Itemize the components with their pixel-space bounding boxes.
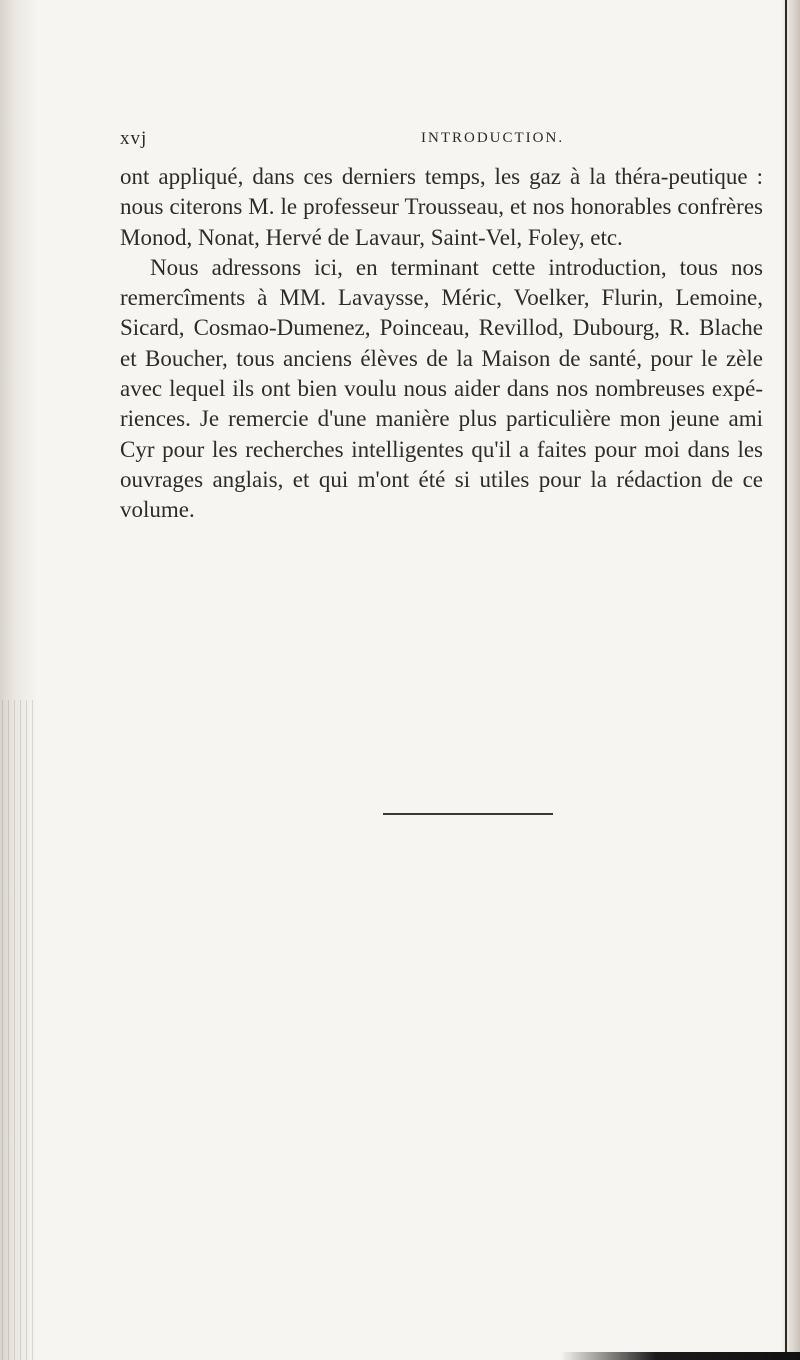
paragraph-2: Nous adressons ici, en terminant cette introduction, tous nos remercîments à MM. Lavaysse, Méric, Voelker, Flurin, Lemoine, Sicard, Cosmao-Dumenez, Poinceau, Revillod, Dubourg, R. Blache et Boucher, tous anciens élèves de la Maison de santé, pour le zèle avec lequel ils ont bien voulu nous aider dans nos nombreuses expé-riences. Je remercie d'une manière plus particulière mon jeune ami Cyr pour les recherches intelligentes qu'il a faites pour moi dans les ouvrages anglais, et qui m'ont été si utiles pour la rédaction de ce volume. xyxy=(120,254,763,523)
binding-gutter xyxy=(0,0,38,1360)
page-number: xvj xyxy=(120,128,148,149)
page-header xyxy=(120,128,760,152)
running-head: INTRODUCTION. xyxy=(421,130,565,146)
page-edge-bottom xyxy=(560,1352,800,1360)
body-text xyxy=(120,162,763,526)
binding-texture xyxy=(2,700,36,1360)
end-rule xyxy=(383,813,553,815)
page-edge-line xyxy=(785,0,787,1360)
paragraph-1: ont appliqué, dans ces derniers temps, les gaz à la théra-peutique : nous citerons M. le professeur Trousseau, et nos honorables confrères Monod, Nonat, Hervé de Lavaur, Saint-Vel, Foley, etc. xyxy=(120,164,763,250)
page-edge-right xyxy=(780,0,800,1360)
